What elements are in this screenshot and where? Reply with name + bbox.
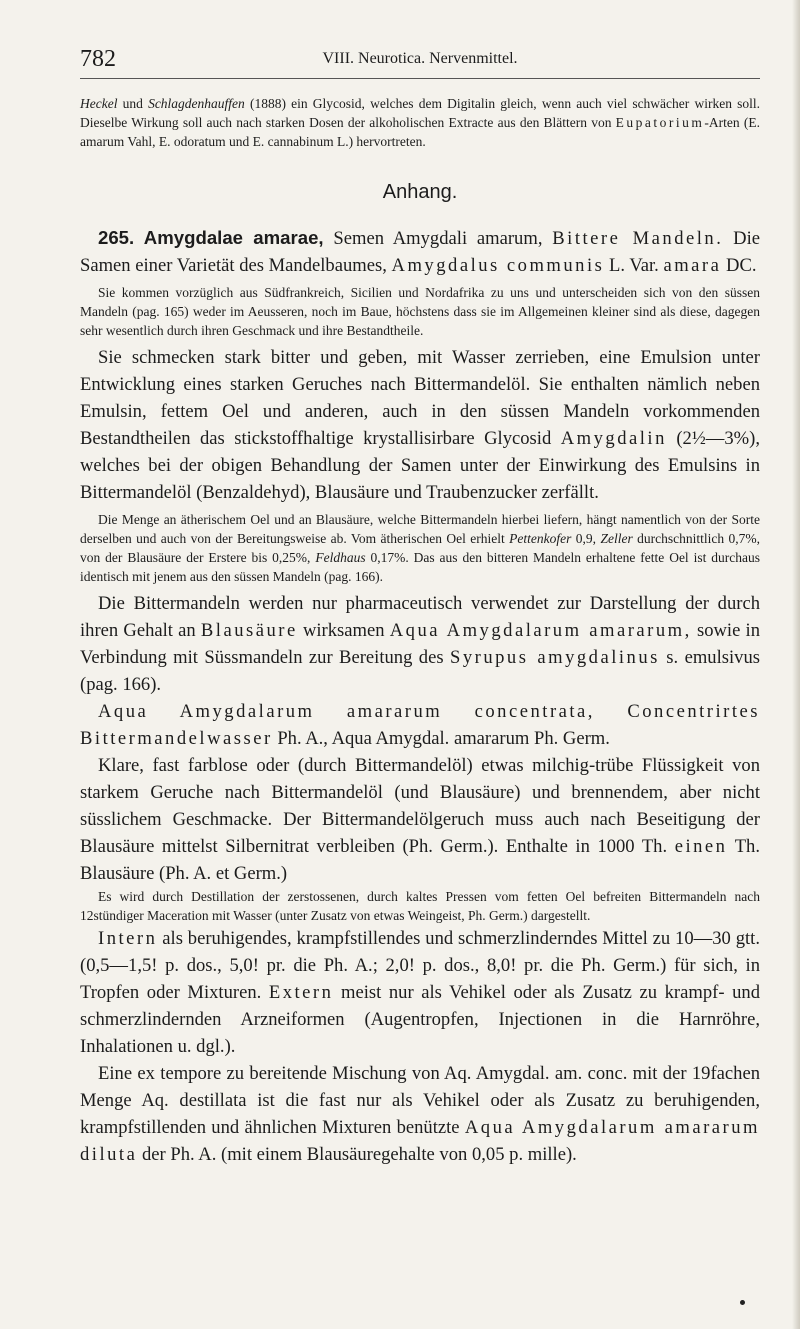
text-run: Die Menge an ätherischem Oel und an Blausäure, welche Bittermandeln hierbei liefern, hängt namentlich von der Sorte derselben und auch von der Bereitungsweise ab. Vom ätherischen Oel erhielt xyxy=(80,512,760,546)
text-run: Die Samen einer Varietät des Mandelbaumes, xyxy=(80,228,761,276)
text-run: als beruhigendes, krampfstillendes und schmerzlinderndes Mittel zu 10—30 gtt. (0,5—1,5! p. dos., 5,0! pr. die Ph. A.; 2,0! p. dos., 8,0! pr. die Ph. Germ.) für sich, in Tropfen oder Mixturen. xyxy=(80,928,760,1003)
preparation-name: Aqua Amygdalarum amararum diluta xyxy=(80,1117,760,1165)
preparation-name: Aqua Amygdalarum amararum, xyxy=(389,620,692,641)
author-name: Feldhaus xyxy=(315,550,366,565)
taste-paragraph xyxy=(80,344,760,506)
entry-heading: 265. Amygdalae amarae, xyxy=(98,227,324,248)
compound-name: Blausäure xyxy=(200,620,298,641)
text-run: Th. Blausäure (Ph. A. et Germ.) xyxy=(80,836,760,884)
dilution-paragraph xyxy=(80,1060,760,1168)
entry-265 xyxy=(80,224,760,279)
yield-paragraph xyxy=(80,510,760,586)
page-edge xyxy=(792,0,800,1329)
description-paragraph xyxy=(80,752,760,887)
text-run: Semen Amygdali amarum, xyxy=(323,228,553,249)
text-run: (2½—3%), welches bei der obigen Behandlung der Samen unter der Einwirkung des Emulsins in Bittermandelöl (Benzaldehyd), Blausäure und Traubenzucker zerfällt. xyxy=(80,428,761,503)
preparation-name: Aqua Amygdalarum amararum concentrata, Concentrirtes Bittermandelwasser xyxy=(80,701,760,749)
running-head: VIII. Neurotica. Nervenmittel. xyxy=(322,50,518,67)
origin-paragraph: Sie kommen vorzüglich aus Südfrankreich, Sicilien und Nordafrika zu uns und unterscheiden sich von den süssen Mandeln (pag. 165) weder im Aeusseren, noch im Baue, höchstens dass sie im Allgemeinen kleiner sind als diese, dagegen sehr wesentlich durch ihren Geschmack und ihre Bestandtheile. xyxy=(80,285,760,338)
book-page xyxy=(80,0,760,1329)
species-name: Amygdalus communis xyxy=(391,255,605,276)
text-run: 0,17%. Das aus den bitteren Mandeln erhaltene fette Oel ist durchaus identisch mit jenem aus den süssen Mandeln (pag. 166). xyxy=(80,550,760,584)
emphasis: einen xyxy=(674,836,728,857)
ink-spot xyxy=(740,1300,745,1305)
intro-paragraph xyxy=(80,94,760,151)
preparation-paragraph: Es wird durch Destillation der zerstossenen, durch kaltes Pressen vom fetten Oel befreiten Bittermandeln nach 12stündiger Maceration mit Wasser (unter Zusatz von etwas Weingeist, Ph. Germ.) dargestellt. xyxy=(80,889,760,923)
dosage-paragraph xyxy=(80,925,760,1060)
page-header xyxy=(80,44,760,79)
text-run: DC. xyxy=(721,255,757,276)
emphasis: Extern xyxy=(268,982,334,1003)
compound-name: Amygdalin xyxy=(560,428,667,449)
text-run: (1888) ein Glycosid, welches dem Digitalin gleich, wenn auch viel schwächer wirken soll. Dieselbe Wirkung soll auch nach starken Dosen der alkoholischen Extracte aus den Blättern von xyxy=(80,96,760,130)
common-name: Bittere Mandeln. xyxy=(552,228,724,249)
text-run: Eine ex tempore zu bereitende Mischung von Aq. Amygdal. am. conc. mit der 19fachen Menge Aq. destillata ist die fast nur als Vehikel oder als Zusatz zu beruhigenden, krampfstillenden und ähnlichen Mixturen benützte xyxy=(80,1063,760,1138)
text-run: L. Var. xyxy=(604,255,664,276)
text-run: der Ph. A. (mit einem Blausäuregehalte von 0,05 p. mille). xyxy=(137,1144,577,1165)
aqua-conc-paragraph xyxy=(80,698,760,752)
text-run: Klare, fast farblose oder (durch Bittermandelöl) etwas milchig-trübe Flüssigkeit von starkem Geruche nach Bittermandelöl (und Blausäure) und brennendem, aber nicht süsslichem Geschmacke. Der Bittermandelölgeruch muss auch nach Beseitigung der Blausäure mittelst Silbernitrat verbleiben (Ph. Germ.). Enthalte in 1000 Th. xyxy=(80,755,760,857)
text-run: s. emulsivus (pag. 166). xyxy=(80,647,760,695)
text-run: und xyxy=(117,96,149,111)
text-run: durchschnittlich 0,7%, von der Blausäure der Erstere bis 0,25%, xyxy=(80,531,760,565)
author-name: Zeller xyxy=(600,531,633,546)
section-title: Anhang. xyxy=(382,181,458,203)
page-number: 782 xyxy=(80,46,116,72)
text-run: Sie schmecken stark bitter und geben, mit Wasser zerrieben, eine Emulsion unter Entwicklung eines starken Geruches nach Bittermandelöl. Sie enthalten nämlich neben Emulsin, fettem Oel und anderen, auch in den süssen Mandeln vorkommenden Bestandtheilen das stickstoffhaltige krystallisirbare Glycosid xyxy=(80,347,760,449)
emphasis: Intern xyxy=(98,928,158,949)
author-name: Heckel xyxy=(80,96,118,111)
variety-name: amara xyxy=(663,255,722,276)
author-name: Pettenkofer xyxy=(509,531,572,546)
genus-name: Eupatorium xyxy=(615,115,705,130)
text-run: -Arten (E. amarum Vahl, E. odoratum und E. cannabinum L.) hervortreten. xyxy=(80,115,760,149)
text-run: Die Bittermandeln werden nur pharmaceutisch verwendet zur Darstellung der durch ihren Gehalt an xyxy=(80,593,760,641)
text-run: sowie in Verbindung mit Süssmandeln zur Bereitung des xyxy=(80,620,760,668)
preparation-name: Syrupus amygdalinus xyxy=(449,647,660,668)
text-run: Ph. A., Aqua Amygdal. amararum Ph. Germ. xyxy=(272,728,610,749)
author-name: Schlagdenhauffen xyxy=(148,96,245,111)
usage-paragraph xyxy=(80,590,760,698)
text-run: 0,9, xyxy=(571,531,601,546)
text-run: meist nur als Vehikel oder als Zusatz zu krampf- und schmerzlindernden Arzneiformen (Augentropfen, Injectionen in die Harnröhre, Inhalationen u. dgl.). xyxy=(80,982,760,1057)
text-run: wirksamen xyxy=(297,620,390,641)
page-body xyxy=(80,94,760,1168)
